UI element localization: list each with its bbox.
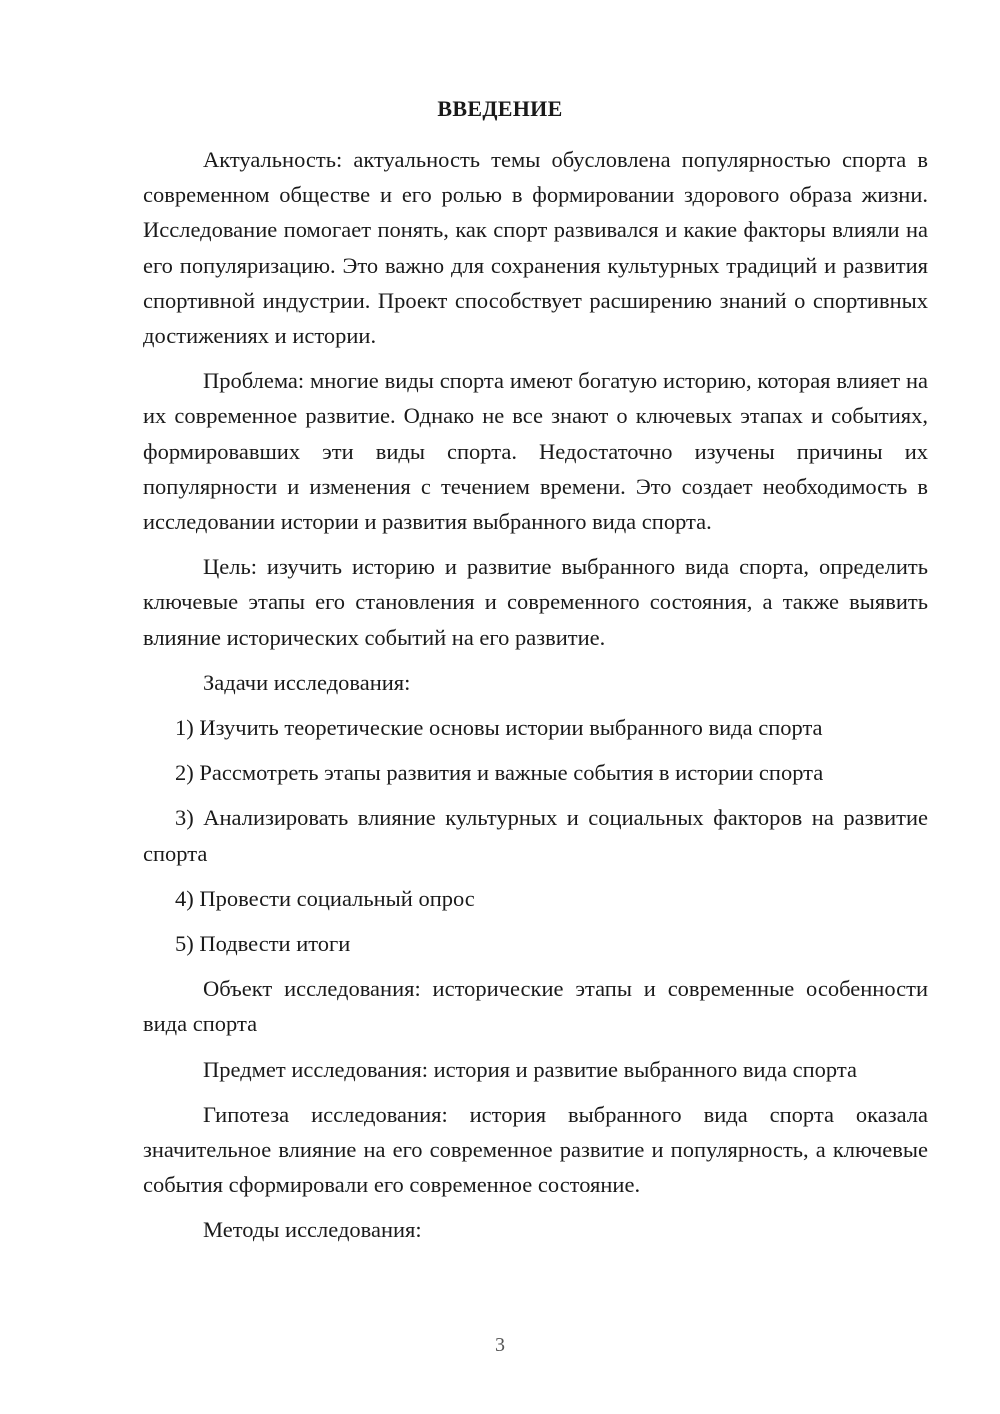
paragraph-subject: Предмет исследования: история и развитие выбранного вида спорта: [203, 1056, 857, 1082]
page-number: 3: [495, 1334, 505, 1356]
task-item-4: 4) Провести социальный опрос: [175, 885, 475, 911]
document-body: [143, 142, 928, 1258]
task-item-1: 1) Изучить теоретические основы истории выбранного вида спорта: [175, 715, 823, 741]
task-item-3: 3) Анализировать влияние культурных и социальных факторов на развитие спорта: [143, 805, 928, 866]
page-title: ВВЕДЕНИЕ: [437, 96, 563, 121]
task-item-5: 5) Подвести итоги: [175, 931, 351, 957]
task-item-2: 2) Рассмотреть этапы развития и важные события в истории спорта: [175, 760, 824, 786]
paragraph-problem: Проблема: многие виды спорта имеют богатую историю, которая влияет на их современное развитие. Однако не все знают о ключевых этапах и событиях, формировавших эти виды спорта. Недостаточно изучены причины их популярности и изменения с течением времени. Это создает необходимость в исследовании истории и развития выбранного вида спорта.: [143, 368, 928, 535]
paragraph-hypothesis: Гипотеза исследования: история выбранного вида спорта оказала значительное влияние на его современное развитие и популярность, а ключевые события сформировали его современное состояние.: [143, 1101, 928, 1198]
tasks-heading: Задачи исследования:: [203, 669, 411, 695]
methods-heading: Методы исследования:: [203, 1217, 422, 1243]
paragraph-goal: Цель: изучить историю и развитие выбранного вида спорта, определить ключевые этапы его становления и современного состояния, а также выявить влияние исторических событий на его развитие.: [143, 554, 928, 650]
paragraph-relevance: Актуальность: актуальность темы обусловлена популярностью спорта в современном обществе и его ролью в формировании здорового образа жизни. Исследование помогает понять, как спорт развивался и какие факторы влияли на его популяризацию. Это важно для сохранения культурных традиций и развития спортивной индустрии. Проект способствует расширению знаний о спортивных достижениях и истории.: [143, 147, 928, 349]
paragraph-object: Объект исследования: исторические этапы и современные особенности вида спорта: [143, 976, 928, 1037]
